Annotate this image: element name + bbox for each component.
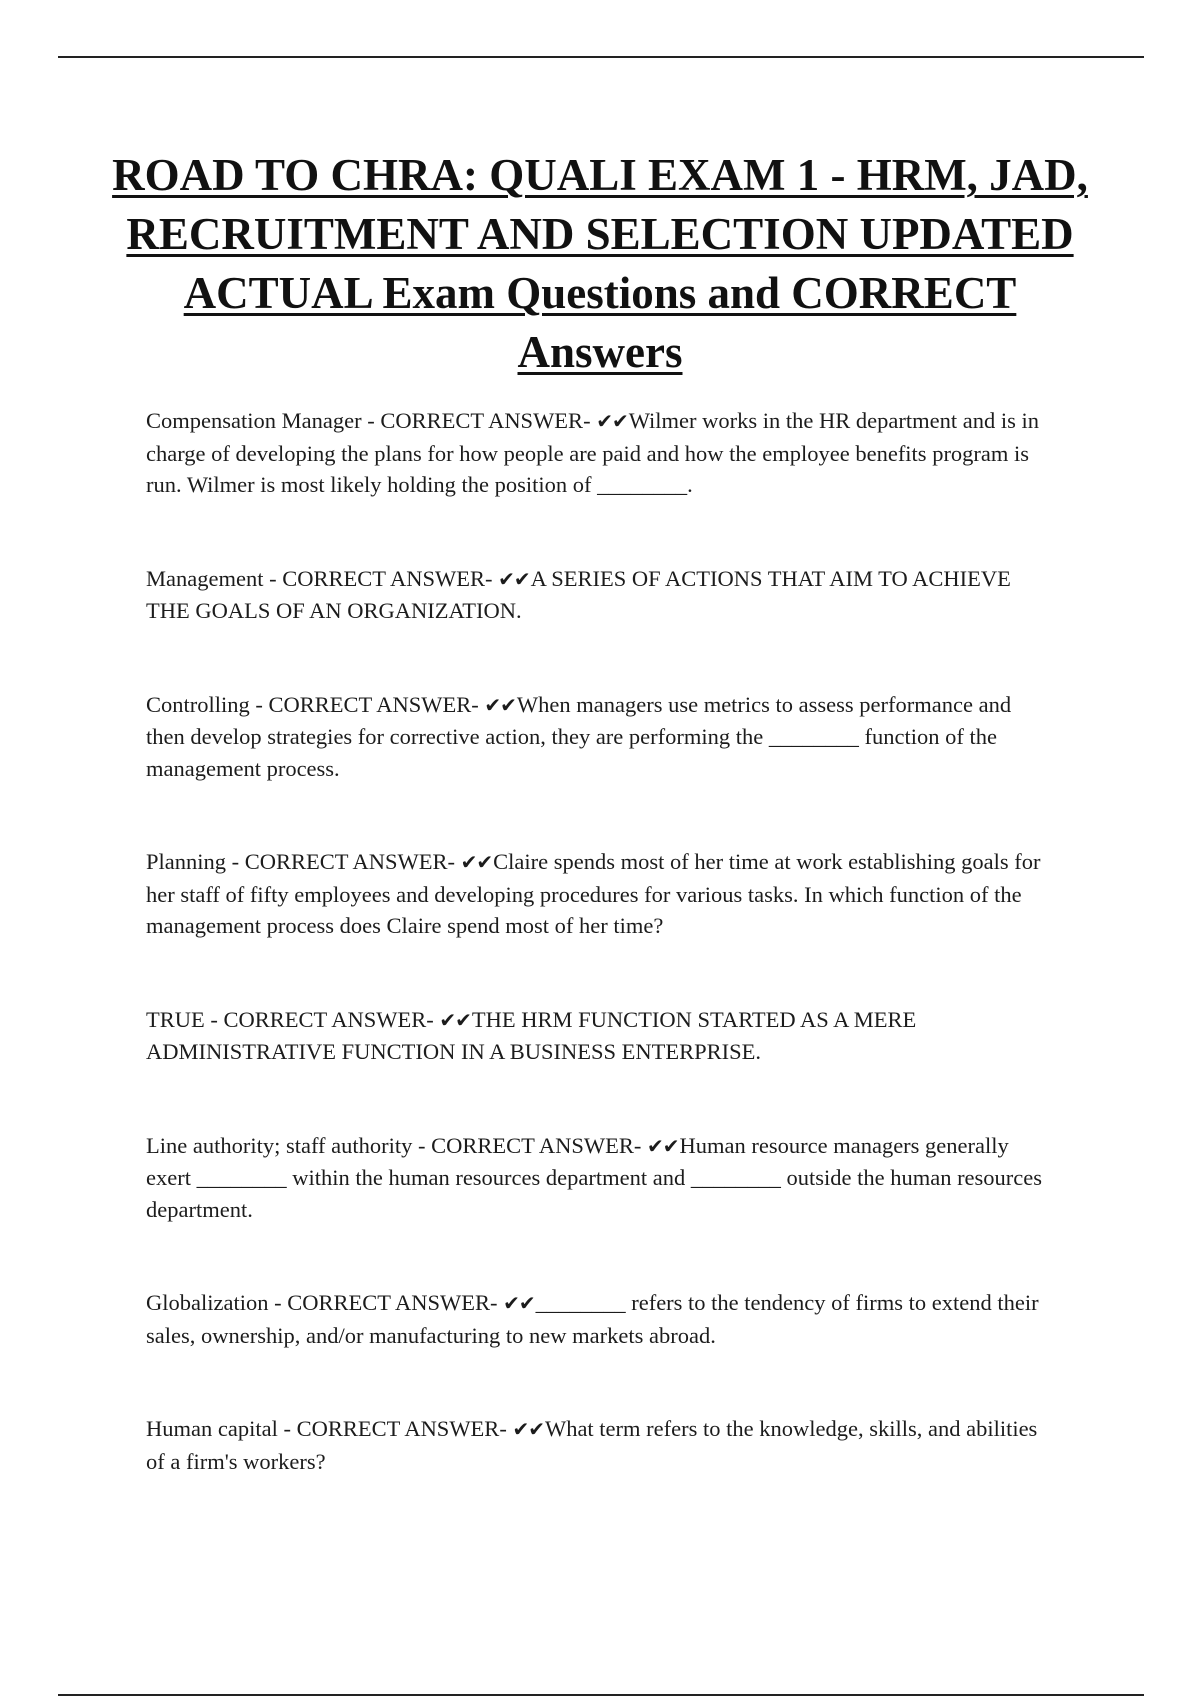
qa-term: Management [146,565,264,591]
qa-answer: Wilmer works in the HR department and is in charge of developing the plans for how people are paid and how the employee benefits program is run. Wilmer is most likely holding the position of ________. [146,408,1039,497]
qa-separator: - CORRECT ANSWER- [263,565,499,591]
qa-separator: - CORRECT ANSWER- [226,849,461,874]
qa-answer: When managers use metrics to assess performance and then develop strategies for corrective action, they are performing the ________ function of the management process. [146,691,1012,781]
double-check-icon: ✔✔ [484,692,516,717]
qa-term: Line authority; staff authority [146,1132,413,1158]
qa-item [146,1413,1046,1477]
bottom-rule [58,1694,1144,1696]
double-check-icon: ✔✔ [503,1291,535,1315]
qa-separator: - CORRECT ANSWER- [361,408,597,433]
qa-answer: THE HRM FUNCTION STARTED AS A MERE ADMINISTRATIVE FUNCTION IN A BUSINESS ENTERPRISE. [146,1006,917,1064]
double-check-icon: ✔✔ [596,409,628,433]
qa-term: Planning [146,849,227,874]
qa-answer: Claire spends most of her time at work establishing goals for her staff of fifty employees and developing procedures for various tasks. In which function of the management process does Claire spend most of her time? [146,849,1041,938]
qa-term: Controlling [146,691,250,717]
qa-separator: - CORRECT ANSWER- [249,691,485,717]
double-check-icon: ✔✔ [439,1007,471,1032]
qa-item [146,1287,1046,1351]
qa-term: Human capital [146,1416,278,1441]
qa-answer: A SERIES OF ACTIONS THAT AIM TO ACHIEVE THE GOALS OF AN ORGANIZATION. [146,565,1011,623]
document-title: ROAD TO CHRA: QUALI EXAM 1 - HRM, JAD, RECRUITMENT AND SELECTION UPDATED ACTUAL Exam Questions and CORRECT Answers [112,150,1088,377]
qa-separator: - CORRECT ANSWER- [268,1290,504,1315]
qa-answer: What term refers to the knowledge, skills, and abilities of a firm's workers? [146,1416,1038,1474]
qa-item [146,1004,1046,1068]
qa-answer: ________ refers to the tendency of firms to extend their sales, ownership, and/or manufacturing to new markets abroad. [146,1290,1039,1348]
double-check-icon: ✔✔ [460,850,493,874]
qa-item [146,846,1046,942]
qa-term: TRUE [146,1006,205,1032]
qa-list [146,405,1046,1539]
qa-separator: - CORRECT ANSWER- [277,1416,513,1441]
qa-term: Globalization [146,1290,269,1315]
qa-item [146,1130,1046,1226]
double-check-icon: ✔✔ [647,1133,679,1158]
qa-answer: Human resource managers generally exert ________ within the human resources department and ________ outside the human resources department. [146,1132,1043,1222]
qa-item [146,563,1046,627]
qa-separator: - CORRECT ANSWER- [412,1132,648,1158]
qa-separator: - CORRECT ANSWER- [204,1006,440,1032]
qa-term: Compensation Manager [146,408,362,433]
double-check-icon: ✔✔ [498,566,530,591]
qa-item [146,689,1046,785]
top-rule [58,56,1144,58]
double-check-icon: ✔✔ [512,1417,544,1441]
qa-item [146,405,1046,501]
